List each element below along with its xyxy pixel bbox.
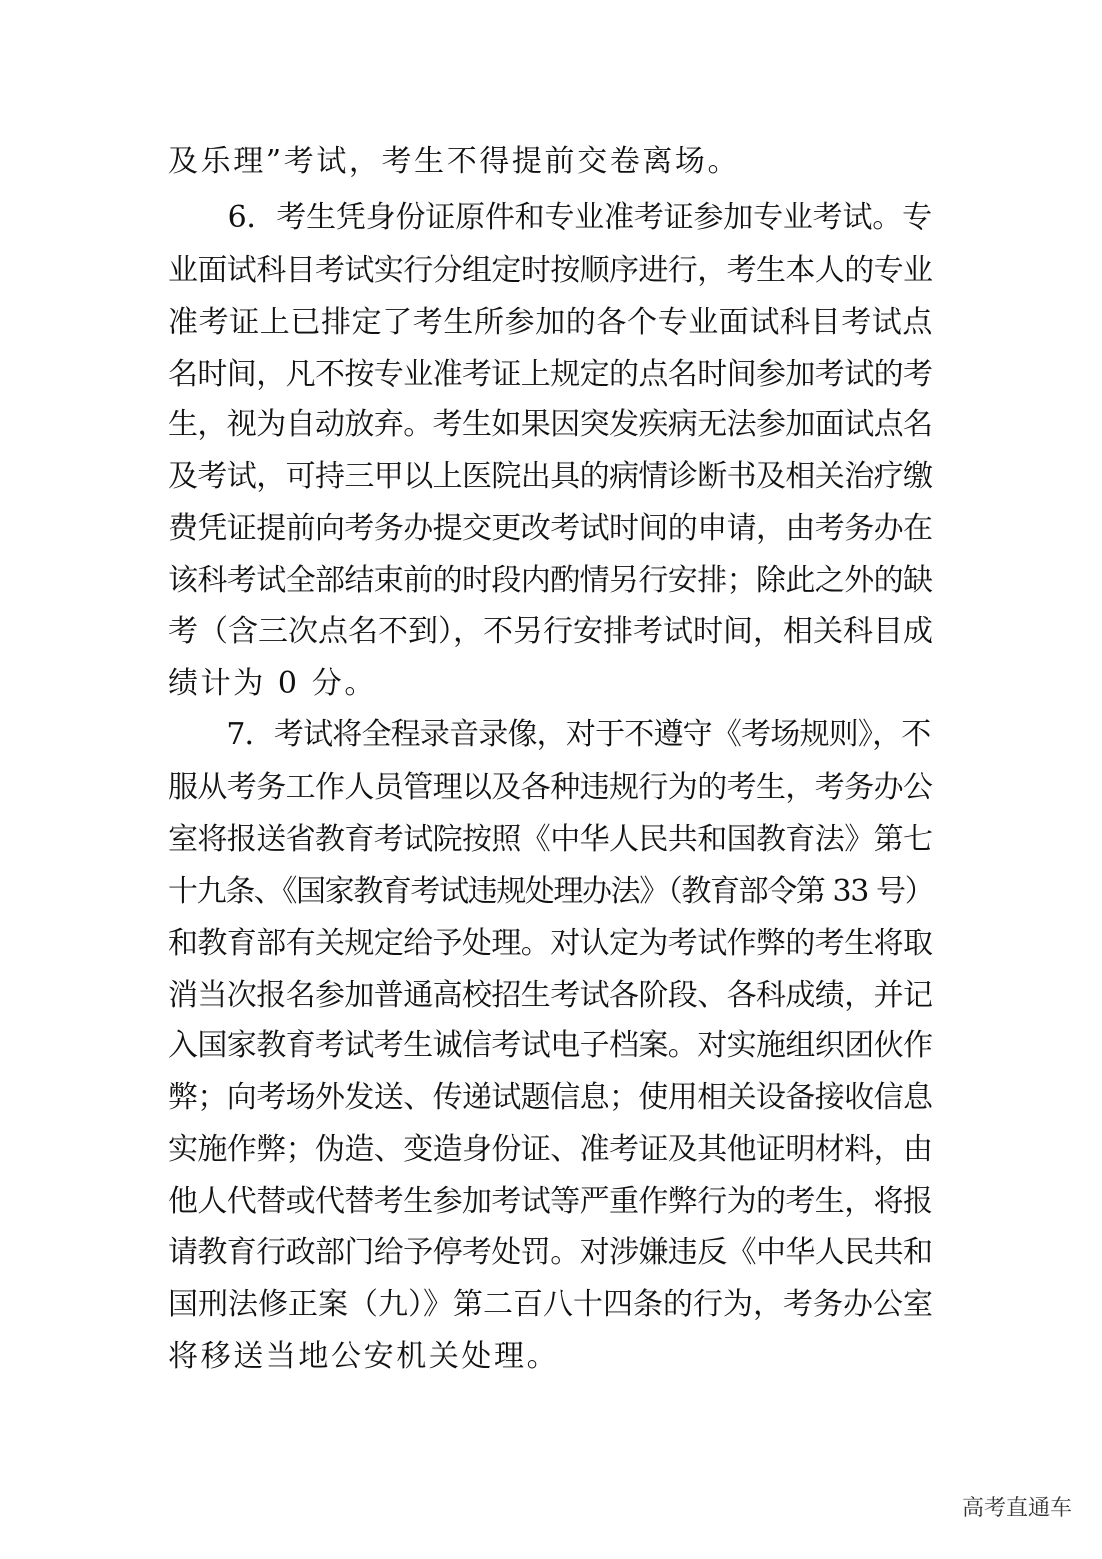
text-line: 6．考生凭身份证原件和专业准考证参加专业考试。专 — [168, 200, 932, 235]
text-line: 费凭证提前向考务办提交更改考试时间的申请，由考务办在 — [168, 511, 933, 546]
text-line: 将移送当地公安机关处理。 — [168, 1339, 560, 1374]
watermark-text: 高考直通车 — [961, 1496, 1072, 1521]
text-line: 室将报送省教育考试院按照《中华人民共和国教育法》第七 — [168, 822, 933, 857]
text-line: 及考试，可持三甲以上医院出具的病情诊断书及相关治疗缴 — [168, 459, 933, 494]
text-line: 实施作弊；伪造、变造身份证、准考证及其他证明材料，由 — [168, 1132, 933, 1167]
text-line: 该科考试全部结束前的时段内酌情另行安排；除此之外的缺 — [168, 563, 933, 598]
text-line: 业面试科目考试实行分组定时按顺序进行，考生本人的专业 — [168, 253, 933, 288]
text-line: 入国家教育考试考生诚信考试电子档案。对实施组织团伙作 — [168, 1028, 933, 1063]
text-line: 弊；向考场外发送、传递试题信息；使用相关设备接收信息 — [168, 1080, 933, 1115]
text-line: 消当次报名参加普通高校招生考试各阶段、各科成绩，并记 — [168, 978, 933, 1013]
text-line: 和教育部有关规定给予处理。对认定为考试作弊的考生将取 — [168, 926, 933, 961]
text-line: 7．考试将全程录音录像，对于不遵守《考场规则》，不 — [168, 717, 931, 752]
text-line: 准考证上已排定了考生所参加的各个专业面试科目考试点 — [168, 305, 933, 340]
text-line: 他人代替或代替考生参加考试等严重作弊行为的考生，将报 — [168, 1184, 933, 1219]
text-line: 绩计为 0 分。 — [168, 666, 377, 701]
text-line: 十九条、《国家教育考试违规处理办法》（教育部令第 33 号） — [168, 874, 934, 909]
text-line: 考（含三次点名不到），不另行安排考试时间，相关科目成 — [168, 614, 933, 649]
text-line: 请教育行政部门给予停考处罚。对涉嫌违反《中华人民共和 — [168, 1235, 933, 1270]
text-line: 国刑法修正案（九）》第二百八十四条的行为，考务办公室 — [168, 1287, 933, 1322]
text-line: 服从考务工作人员管理以及各种违规行为的考生，考务办公 — [168, 770, 933, 805]
text-line: 及乐理”考试，考生不得提前交卷离场。 — [168, 144, 741, 179]
text-line: 名时间，凡不按专业准考证上规定的点名时间参加考试的考 — [168, 357, 933, 392]
text-line: 生，视为自动放弃。考生如果因突发疾病无法参加面试点名 — [168, 407, 933, 442]
